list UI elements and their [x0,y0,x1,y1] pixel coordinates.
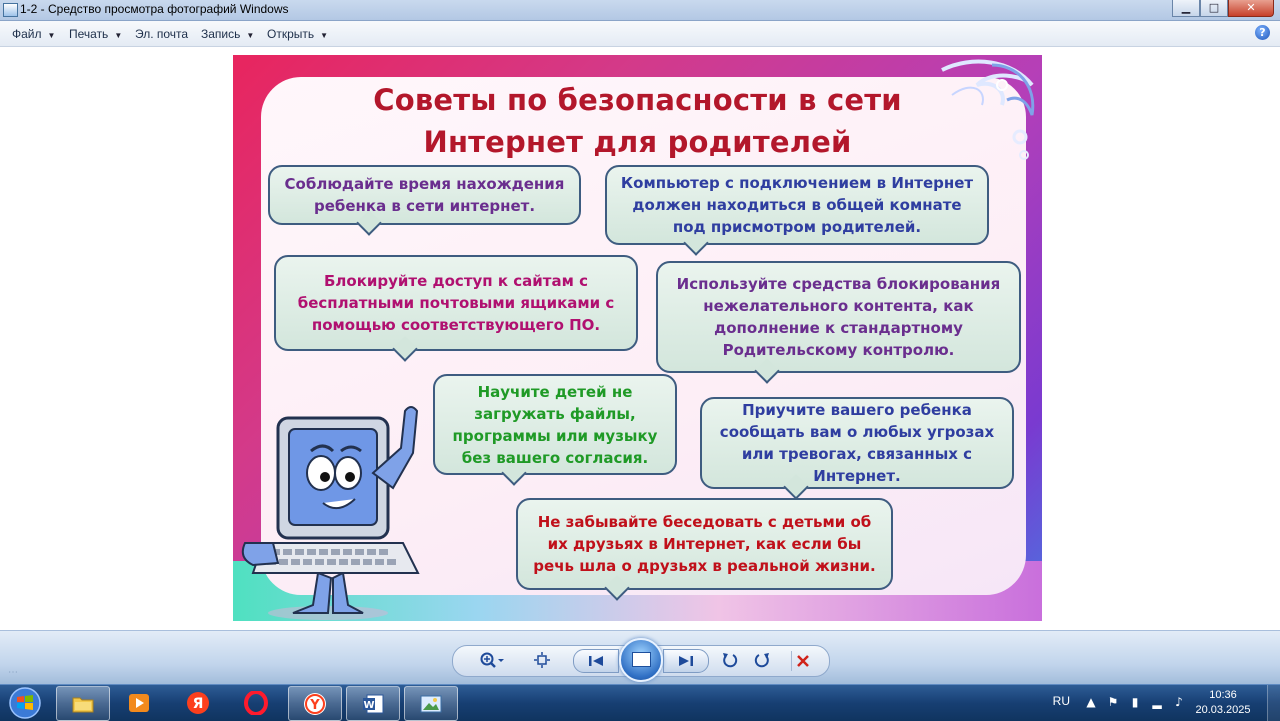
taskbar-opera[interactable] [230,686,282,719]
previous-icon [588,654,604,668]
menu-email[interactable] [135,27,188,41]
window-controls [1172,0,1274,18]
tip-filters-text: Используйте средства блокирования нежелательного контента, как дополнение к стандартному Родительскому контролю. [676,275,1001,359]
chevron-down-icon: ▼ [320,31,329,40]
help-icon[interactable]: ? [1255,25,1270,40]
menu-file[interactable] [12,27,55,41]
close-button[interactable]: ✕ [1228,0,1274,17]
tip-filters [656,261,1021,373]
maximize-button[interactable]: □ [1200,0,1228,17]
image-viewport[interactable] [0,47,1280,630]
chevron-down-icon: ▼ [114,31,123,40]
yandex-browser-icon [303,692,327,716]
taskbar-yandex-ya[interactable] [172,686,224,719]
tip-report-threats-text: Приучите вашего ребенка сообщать вам о любых угрозах или тревогах, связанных с Интернет. [719,401,995,485]
media-player-icon [127,691,151,715]
menu-print[interactable] [69,27,122,41]
poster-title-line2: Интернет для родителей [423,125,852,159]
slideshow-button[interactable] [619,638,663,682]
next-button[interactable] [663,649,709,673]
rotate-cw-icon[interactable] [751,651,773,671]
clock-date: 20.03.2025 [1195,704,1251,716]
battery-icon[interactable]: ▮ [1131,695,1139,709]
tip-talk-friends [516,498,893,590]
photo-viewer-app-icon [3,3,18,17]
tip-computer-room [605,165,989,245]
magnifier-icon[interactable] [477,651,507,671]
tip-talk-friends-text: Не забывайте беседовать с детьми об их друзьях в Интернет, как если бы речь шла о друзьях в реальной жизни. [533,513,876,575]
folder-icon [71,692,95,716]
svg-text:W: W [363,700,375,711]
chevron-down-icon: ▼ [47,31,56,40]
tip-time [268,165,581,225]
delete-icon[interactable] [791,651,814,671]
menu-bar [0,21,1280,47]
next-icon [678,654,694,668]
tip-time-text: Соблюдайте время нахождения ребенка в сети интернет. [284,175,565,215]
menu-open[interactable] [267,27,328,41]
faint-background-text: ⋯ [8,667,18,678]
taskbar-media-player[interactable] [113,686,165,719]
menu-open-label: Открыть [267,27,315,41]
title-bar [0,0,1280,21]
taskbar-photo-viewer[interactable] [404,686,458,721]
menu-burn[interactable] [201,27,254,41]
menu-file-label: Файл [12,27,42,41]
minimize-button[interactable]: ▁ [1172,0,1200,17]
menu-print-label: Печать [69,27,109,41]
poster-image [233,55,1042,621]
menu-burn-label: Запись [201,27,241,41]
action-center-flag-icon[interactable]: ⚑ [1107,695,1119,709]
svg-text:Y: Y [310,698,320,713]
show-desktop-button[interactable] [1267,685,1280,721]
tip-report-threats [700,397,1014,489]
taskbar-word[interactable] [346,686,400,721]
menu-email-label: Эл. почта [135,27,189,41]
input-language[interactable]: RU [1052,694,1070,708]
poster-title-line1: Советы по безопасности в сети [373,83,902,117]
tip-block-mail-text: Блокируйте доступ к сайтам с бесплатными почтовыми ящиками с помощью соответствующего ПО. [297,272,615,334]
chevron-down-icon: ▼ [246,31,255,40]
tip-downloads [433,374,677,475]
windows-start-icon[interactable] [6,685,44,721]
photo-viewer-icon [419,692,443,716]
cartoon-computer-icon [233,393,443,621]
rotate-ccw-icon[interactable] [719,651,741,671]
taskbar-explorer[interactable] [56,686,110,721]
tip-block-mail [274,255,638,351]
slideshow-icon [632,652,651,667]
opera-icon [244,691,268,715]
svg-text:Я: Я [192,696,204,712]
taskbar-yandex-browser[interactable] [288,686,342,721]
clock-time: 10:36 [1209,689,1237,701]
tray-expand-icon[interactable]: ▲ [1086,695,1096,709]
yandex-icon [186,691,210,715]
volume-icon[interactable]: ♪ [1175,695,1183,709]
signal-icon[interactable]: ▂ [1152,695,1162,709]
word-icon [361,692,385,716]
actual-size-icon[interactable] [531,651,553,671]
previous-button[interactable] [573,649,619,673]
taskbar [0,684,1280,721]
window-title: 1-2 - Средство просмотра фотографий Windows [20,2,289,16]
clock[interactable] [1188,688,1258,718]
tip-downloads-text: Научите детей не загружать файлы, программы или музыку без вашего согласия. [452,382,658,467]
tip-computer-room-text: Компьютер с подключением в Интернет должен находиться в общей комнате под присмотром родителей. [620,174,974,236]
